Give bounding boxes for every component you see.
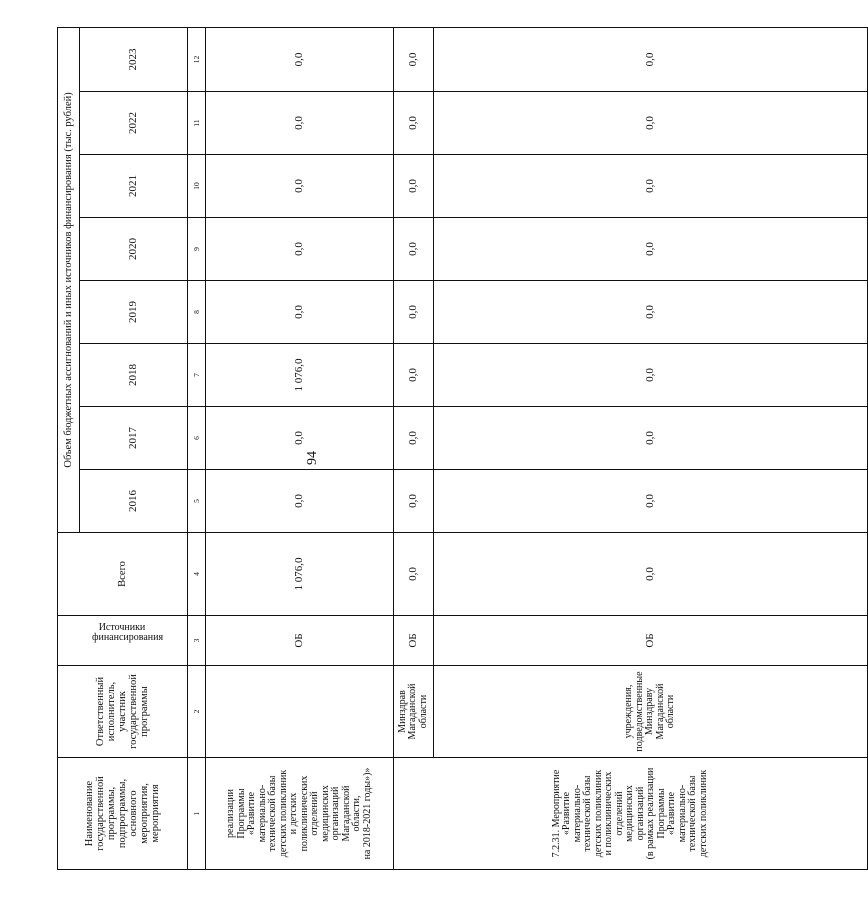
table-row	[394, 27, 434, 869]
cell-text-line: и поликлинических	[603, 771, 615, 856]
cell-text-line: Магаданской	[340, 785, 352, 842]
cell-text-line: медицинских	[624, 785, 636, 842]
financing-table	[57, 27, 868, 870]
cell-text-line: Магаданской	[654, 683, 666, 740]
header-total: Всего	[58, 533, 188, 616]
row-value-2022: 0,0	[206, 92, 394, 155]
row-executor-cell	[206, 666, 394, 758]
column-number-row	[188, 27, 206, 869]
row-name-cell	[394, 758, 868, 870]
column-number: 7	[188, 344, 206, 407]
row-source: ОБ	[206, 616, 394, 666]
cell-text-line: технической базы	[267, 775, 278, 852]
header-year-2019: 2019	[80, 281, 188, 344]
cell-text-line: детских поликлиник	[697, 769, 709, 858]
cell-text-line: организаций	[330, 786, 341, 841]
row-value-2021: 0,0	[394, 155, 434, 218]
row-name-lines	[226, 760, 373, 867]
row-name-lines	[552, 760, 710, 867]
cell-text-line: на 2018-2021 годы»)»	[361, 767, 373, 860]
cell-text-line: материально-	[676, 784, 688, 843]
row-value-2021: 0,0	[206, 155, 394, 218]
cell-text-line: (в рамках реализации	[645, 767, 657, 860]
cell-text-line: Программы	[655, 788, 667, 839]
header-year-2017: 2017	[80, 407, 188, 470]
row-value-2016: 0,0	[206, 470, 394, 533]
cell-text-line: Минздрав	[396, 690, 408, 733]
row-value-2020: 0,0	[394, 218, 434, 281]
cell-text-line: области	[665, 694, 677, 729]
cell-text-line: отделений	[613, 791, 625, 836]
cell-text-line: технической базы	[582, 775, 594, 852]
header-name: Наименование государственной программы, подпрограммы, основного мероприятия, мероприятия	[58, 758, 188, 870]
cell-text-line: материально-	[256, 784, 268, 843]
row-executor-lines	[624, 668, 677, 755]
row-value-2019: 0,0	[206, 281, 394, 344]
table-row	[206, 27, 394, 869]
cell-text-line: области	[417, 694, 429, 729]
row-value-2018: 1 076,0	[206, 344, 394, 407]
header-executor: Ответственный исполнитель, участник государственной программы	[58, 666, 188, 758]
cell-text-line: поликлинических	[298, 775, 310, 852]
cell-text-line: 7.2.31. Мероприятие	[550, 769, 562, 858]
header-source-text: Источники финансирования	[92, 622, 164, 643]
cell-text-line: Минздраву	[644, 687, 656, 736]
row-value-2020: 0,0	[206, 218, 394, 281]
row-value-2017: 0,0	[434, 407, 868, 470]
cell-text-line: «Развитие	[246, 791, 257, 836]
row-executor-cell	[394, 666, 434, 758]
row-value-2017: 0,0	[206, 407, 394, 470]
row-value-2019: 0,0	[394, 281, 434, 344]
cell-text-line: материально-	[571, 784, 583, 843]
column-number: 4	[188, 533, 206, 616]
table-row	[434, 27, 868, 869]
cell-text-line: организаций	[634, 786, 646, 841]
cell-text-line: Магаданской	[407, 683, 419, 740]
row-value-2019: 0,0	[434, 281, 868, 344]
header-volume: Объем бюджетных ассигнований и иных источников финансирования (тыс. рублей)	[58, 27, 80, 532]
column-number: 6	[188, 407, 206, 470]
row-value-2023: 0,0	[206, 27, 394, 91]
row-executor-lines	[398, 668, 430, 755]
row-source: ОБ	[434, 616, 868, 666]
row-source: ОБ	[394, 616, 434, 666]
column-number: 3	[188, 616, 206, 666]
row-value-2018: 0,0	[434, 344, 868, 407]
header-year-2023: 2023	[80, 27, 188, 91]
row-value-2020: 0,0	[434, 218, 868, 281]
cell-text-line: области,	[351, 795, 362, 832]
column-number: 10	[188, 155, 206, 218]
row-value-2023: 0,0	[434, 27, 868, 91]
row-value-2021: 0,0	[434, 155, 868, 218]
column-number: 11	[188, 92, 206, 155]
cell-text-line: «Развитие	[666, 791, 678, 836]
row-executor-cell	[434, 666, 868, 758]
cell-text-line: отделений	[309, 791, 320, 836]
financing-table-rotated	[57, 28, 867, 870]
cell-text-line: подведомственные	[633, 671, 645, 752]
row-value-2018: 0,0	[394, 344, 434, 407]
cell-text-line: детских поликлиник	[592, 769, 604, 858]
row-total: 0,0	[434, 533, 868, 616]
header-year-2016: 2016	[80, 470, 188, 533]
cell-text-line: и детских	[288, 792, 299, 835]
column-number: 12	[188, 27, 206, 91]
header-source	[58, 616, 188, 666]
row-value-2023: 0,0	[394, 27, 434, 91]
cell-text-line: реализации	[225, 789, 236, 838]
row-value-2022: 0,0	[394, 92, 434, 155]
row-total: 0,0	[394, 533, 434, 616]
header-year-2018: 2018	[80, 344, 188, 407]
cell-text-line: технической базы	[687, 775, 699, 852]
row-value-2017: 0,0	[394, 407, 434, 470]
header-year-2021: 2021	[80, 155, 188, 218]
cell-text-line: детских поликлиник	[277, 769, 289, 858]
column-number: 8	[188, 281, 206, 344]
cell-text-line: учреждения,	[623, 684, 635, 739]
row-value-2022: 0,0	[434, 92, 868, 155]
row-total: 1 076,0	[206, 533, 394, 616]
page-number: 94	[305, 451, 320, 465]
row-name-cell	[206, 758, 394, 870]
row-value-2016: 0,0	[394, 470, 434, 533]
cell-text-line: «Развитие	[561, 791, 573, 836]
row-value-2016: 0,0	[434, 470, 868, 533]
column-number: 9	[188, 218, 206, 281]
column-number: 2	[188, 666, 206, 758]
header-year-2020: 2020	[80, 218, 188, 281]
header-year-2022: 2022	[80, 92, 188, 155]
column-number: 5	[188, 470, 206, 533]
cell-text-line: Программы	[235, 788, 247, 839]
cell-text-line: медицинских	[319, 785, 331, 842]
column-number: 1	[188, 758, 206, 870]
